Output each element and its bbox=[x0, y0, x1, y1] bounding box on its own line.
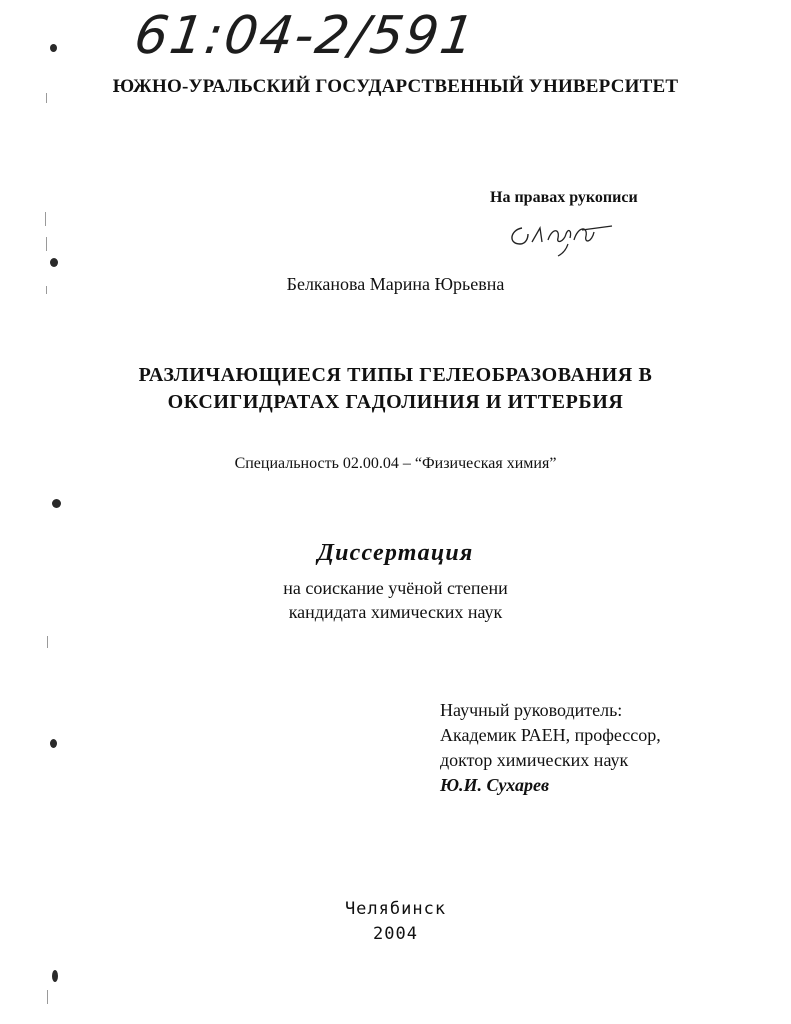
advisor-degree: доктор химических наук bbox=[440, 750, 629, 770]
scan-tick bbox=[47, 636, 48, 648]
title-line: РАЗЛИЧАЮЩИЕСЯ ТИПЫ ГЕЛЕОБРАЗОВАНИЯ В bbox=[138, 364, 653, 386]
scan-dot bbox=[52, 970, 58, 982]
year: 2004 bbox=[373, 924, 418, 944]
scan-dot bbox=[50, 44, 57, 52]
scientific-advisor bbox=[440, 698, 661, 798]
specialty: Специальность 02.00.04 – “Физическая химия” bbox=[234, 455, 557, 472]
city: Челябинск bbox=[344, 899, 447, 919]
advisor-name: Ю.И. Сухарев bbox=[440, 775, 550, 795]
degree-line: кандидата химических наук bbox=[288, 602, 503, 622]
manuscript-rights-label: На правах рукописи bbox=[490, 189, 638, 206]
scan-dot bbox=[52, 499, 61, 508]
scan-dot bbox=[50, 258, 58, 267]
handwritten-archive-number: 61:04-2/591 bbox=[130, 6, 480, 66]
title-line: ОКСИГИДРАТАХ ГАДОЛИНИЯ И ИТТЕРБИЯ bbox=[167, 391, 624, 413]
degree-line: на соискание учёной степени bbox=[283, 578, 508, 598]
degree-info bbox=[0, 576, 791, 624]
university-name: ЮЖНО-УРАЛЬСКИЙ ГОСУДАРСТВЕННЫЙ УНИВЕРСИТЕТ bbox=[112, 76, 679, 97]
city-year bbox=[0, 897, 791, 947]
scan-dot bbox=[50, 739, 57, 748]
advisor-rank: Академик РАЕН, профессор, bbox=[440, 725, 661, 745]
scan-tick bbox=[45, 212, 46, 226]
scan-tick bbox=[47, 990, 48, 1004]
document-type: Диссертация bbox=[317, 540, 474, 566]
dissertation-title bbox=[0, 362, 791, 416]
signature bbox=[508, 218, 618, 258]
advisor-label: Научный руководитель: bbox=[440, 700, 623, 720]
scan-tick bbox=[46, 237, 47, 251]
author-name: Белканова Марина Юрьевна bbox=[286, 274, 505, 294]
